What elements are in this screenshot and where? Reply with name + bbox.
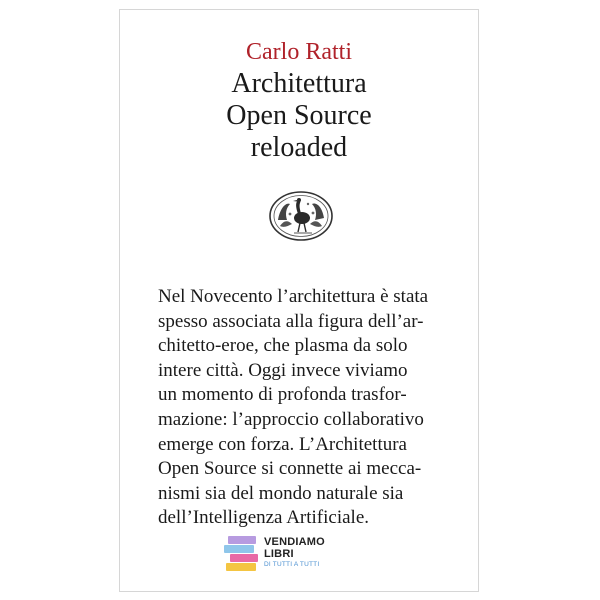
badge-tagline: DI TUTTI A TUTTI <box>264 561 320 568</box>
blurb-line: chitetto-eroe, che plasma da solo <box>158 335 408 357</box>
badge-line-1: VENDIAMO <box>264 536 325 548</box>
blurb-line: mazione: l’approccio collaborativo <box>158 408 424 430</box>
blurb-line: Open Source si connette ai mecca- <box>158 458 422 480</box>
title-line: Open Source <box>226 100 372 131</box>
vendiamo-libri-badge <box>224 534 334 576</box>
badge-text <box>264 536 325 570</box>
ostrich-seal-icon <box>268 190 334 242</box>
blurb-line: un momento di profonda trasfor- <box>158 384 407 406</box>
book-cover <box>119 9 479 592</box>
book-stack-icon <box>224 536 260 574</box>
blurb-line: nismi sia del mondo naturale sia <box>158 482 404 504</box>
blurb-line: spesso associata alla figura dell’ar- <box>158 310 424 332</box>
title-line: reloaded <box>250 132 348 163</box>
blurb-line: dell’Intelligenza Artificiale. <box>158 507 370 529</box>
blurb-line: Nel Novecento l’architettura è stata <box>158 286 429 307</box>
badge-line-2: LIBRI <box>264 548 294 560</box>
blurb-text <box>158 285 444 531</box>
title-line: Architettura <box>231 68 367 99</box>
blurb-line: emerge con forza. L’Architettura <box>158 433 407 455</box>
author-name: Carlo Ratti <box>246 39 352 65</box>
blurb-line: intere città. Oggi invece viviamo <box>158 359 408 381</box>
book-title <box>120 68 478 164</box>
